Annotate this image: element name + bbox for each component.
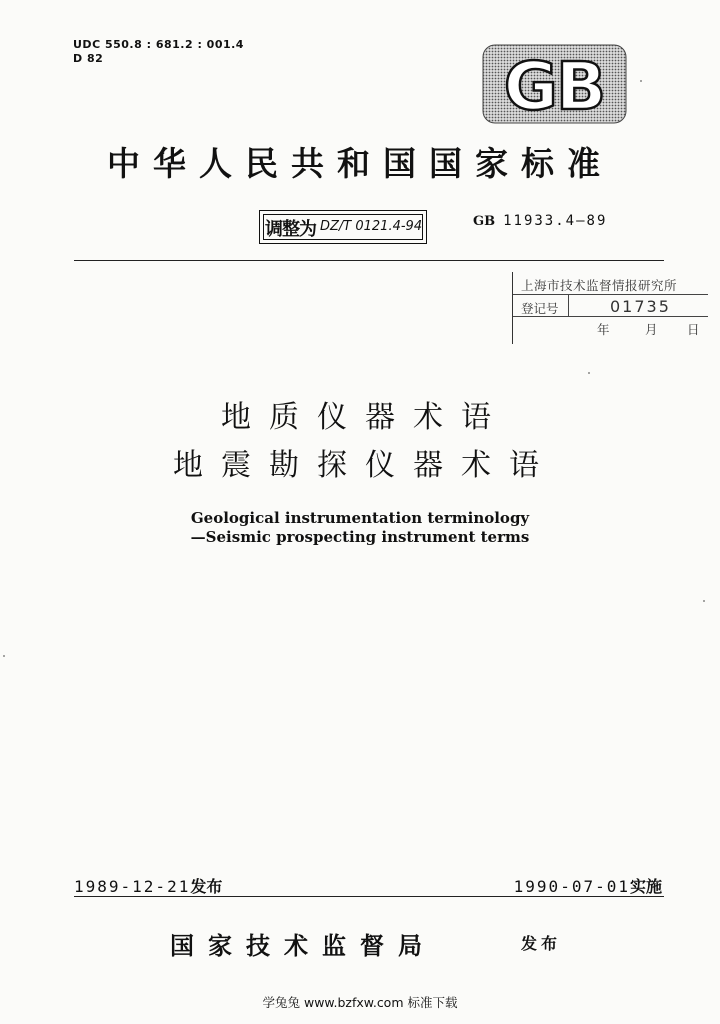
- svg-text:GB: GB: [503, 48, 605, 124]
- bottom-rule: [74, 896, 664, 897]
- chinese-title-line1: 地质仪器术语: [221, 400, 509, 435]
- udc-code: UDC 550.8 : 681.2 : 001.4: [73, 38, 244, 51]
- gb-logo: [482, 44, 627, 124]
- adjustment-new-code: DZ/T 0121.4-94: [320, 219, 423, 234]
- classification-codes: [73, 38, 244, 66]
- stamp-reg-number: 01735: [610, 297, 671, 316]
- ccs-code: D 82: [73, 52, 104, 65]
- adjustment-label: 调整为: [265, 219, 316, 240]
- scan-speck: [3, 655, 5, 657]
- scan-speck: [588, 372, 590, 374]
- top-rule: [74, 260, 664, 261]
- stamp-institute: 上海市技术监督情报研究所: [521, 278, 678, 293]
- library-stamp: [512, 272, 708, 344]
- publish-action: 发布: [521, 934, 562, 953]
- standard-code: 11933.4—89: [503, 213, 608, 229]
- implementation-date: [514, 874, 662, 897]
- stamp-reg-label: 登记号: [521, 301, 559, 316]
- scan-speck: [640, 80, 642, 82]
- standard-prefix: GB: [473, 214, 496, 229]
- stamp-month: 月: [645, 322, 658, 337]
- issue-label: 发布: [190, 877, 223, 896]
- stamp-year: 年: [597, 322, 610, 337]
- english-title-line1: Geological instrumentation terminology: [190, 509, 530, 527]
- scan-speck: [703, 600, 705, 602]
- implementation-label: 实施: [629, 877, 662, 896]
- national-standard-heading: 中华人民共和国国家标准: [107, 144, 613, 183]
- stamp-day: 日: [687, 322, 700, 337]
- standard-number: [473, 213, 607, 229]
- issue-date-value: 1989-12-21: [74, 877, 191, 896]
- footer-watermark: 学兔兔 www.bzfxw.com 标准下载: [262, 995, 458, 1010]
- publisher-name: 国家技术监督局: [170, 931, 436, 960]
- issue-date: [74, 874, 222, 897]
- chinese-title-line2: 地震勘探仪器术语: [173, 448, 557, 483]
- implementation-date-value: 1990-07-01: [513, 877, 630, 896]
- english-title-line2: —Seismic prospecting instrument terms: [190, 528, 530, 546]
- adjustment-stamp: [259, 210, 427, 244]
